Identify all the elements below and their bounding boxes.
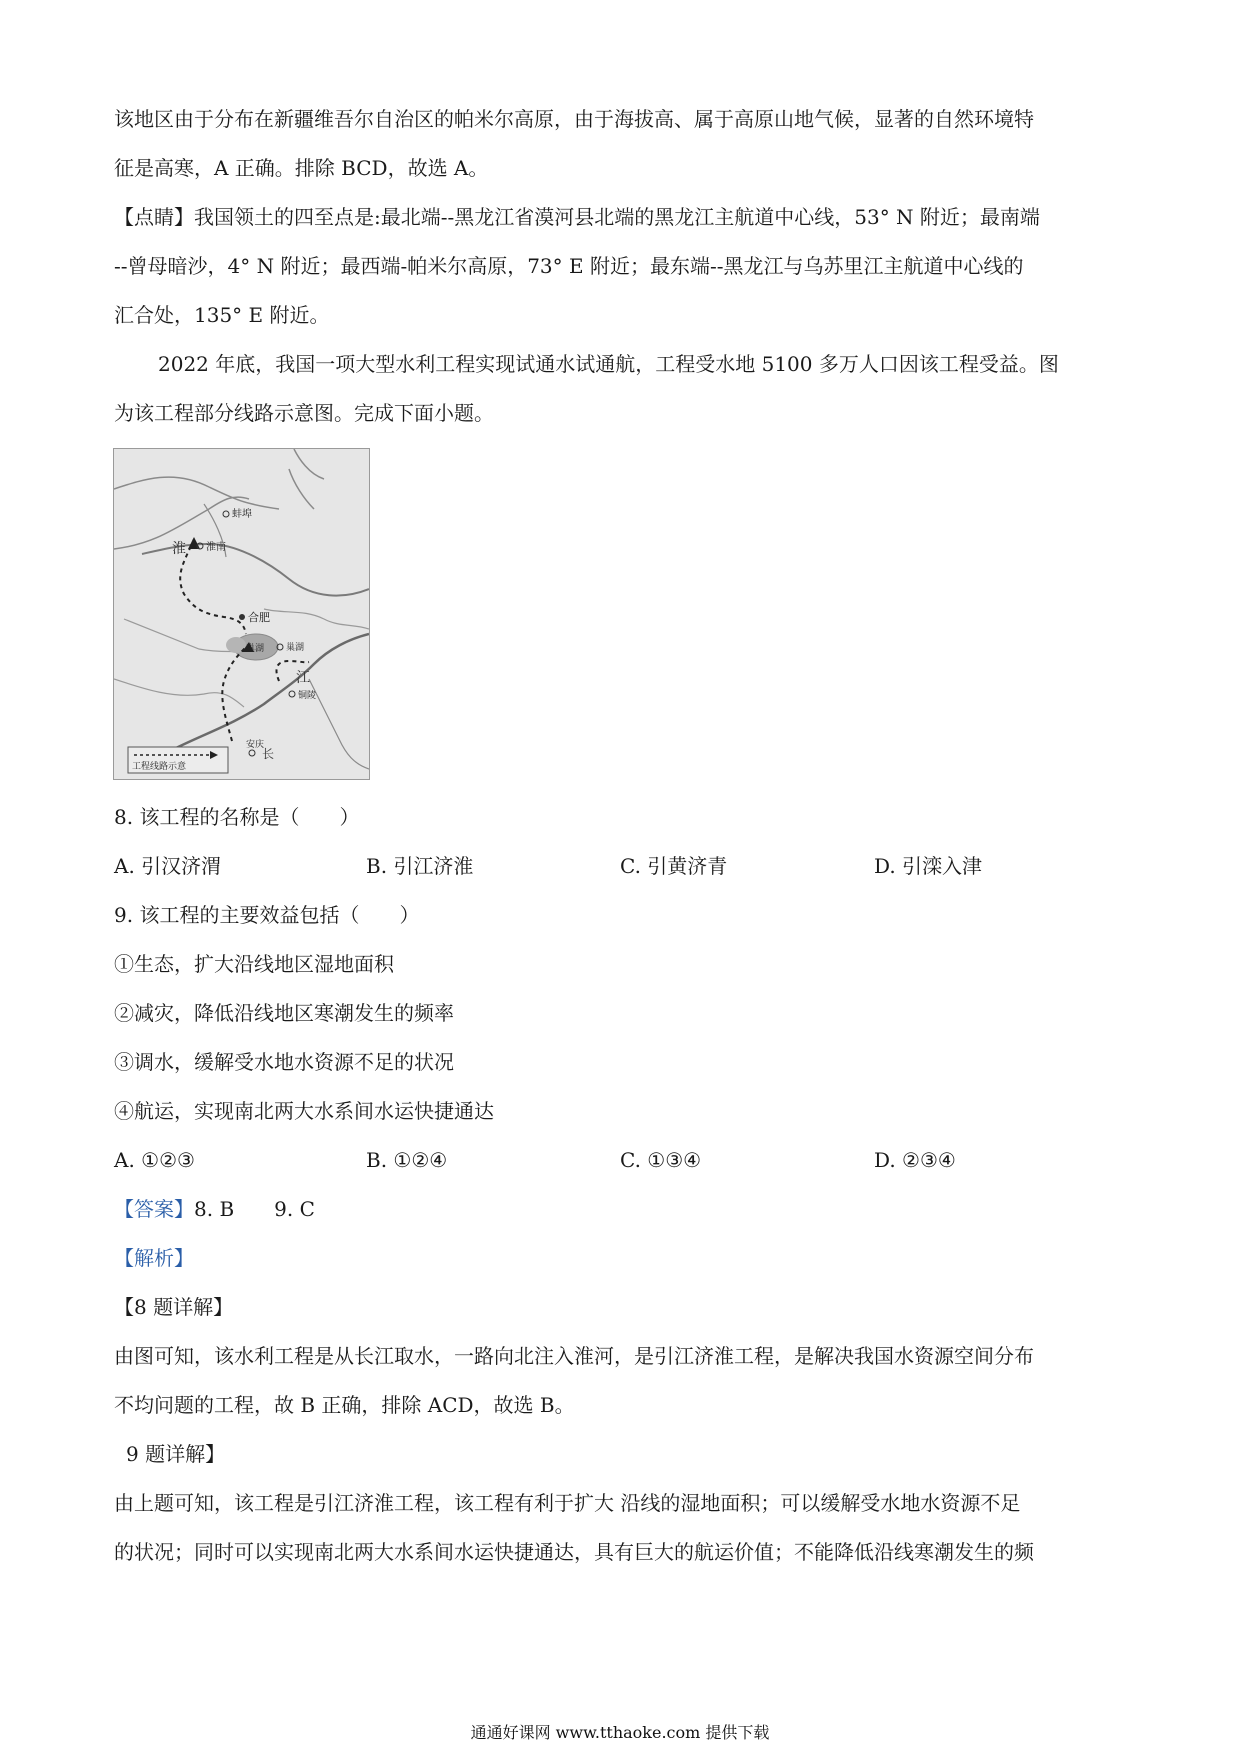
q8-detail-line-2: 不均问题的工程，故 B 正确，排除 ACD，故选 B。 xyxy=(114,1393,575,1417)
label-bengbu: 蚌埠 xyxy=(232,509,252,520)
q8-option-a: A. 引汉济渭 xyxy=(114,854,222,878)
answer-text: 8. B 9. C xyxy=(194,1197,315,1221)
label-chaohu-city: 巢湖 xyxy=(286,643,305,653)
tip-line-1 xyxy=(114,203,1040,231)
route-map xyxy=(113,448,370,780)
q8-option-b: B. 引江济淮 xyxy=(366,854,474,878)
label-chang: 长 xyxy=(262,747,275,761)
q9-option-a: A. ①②③ xyxy=(114,1148,195,1172)
answer-line xyxy=(114,1195,315,1223)
prev-explanation-line-1: 该地区由于分布在新疆维吾尔自治区的帕米尔高原，由于海拔高、属于高原山地气候，显著的自然环境特 xyxy=(114,107,1034,131)
intro-line-2: 为该工程部分线路示意图。完成下面小题。 xyxy=(114,401,494,425)
label-hefei: 合肥 xyxy=(248,611,270,624)
answer-label: 【答案】 xyxy=(114,1197,194,1221)
q9-item-3: ③调水，缓解受水地水资源不足的状况 xyxy=(114,1050,454,1074)
label-huai-river: 淮 xyxy=(172,541,186,557)
label-anqing: 安庆 xyxy=(246,740,265,750)
q9-item-2: ②减灾，降低沿线地区寒潮发生的频率 xyxy=(114,1001,454,1025)
q8-option-d: D. 引滦入津 xyxy=(874,854,983,878)
tip-line-2: --曾母暗沙，4° N 附近；最西端-帕米尔高原，73° E 附近；最东端--黑龙江与乌苏里江主航道中心线的 xyxy=(114,254,1024,278)
q9-option-c: C. ①③④ xyxy=(620,1148,702,1172)
route-map-svg xyxy=(114,449,369,779)
q9-detail-line-2: 的状况；同时可以实现南北两大水系间水运快捷通达，具有巨大的航运价值；不能降低沿线寒潮发生的频 xyxy=(114,1540,1034,1564)
q9-item-4: ④航运，实现南北两大水系间水运快捷通达 xyxy=(114,1099,494,1123)
label-lake: 巢湖 xyxy=(246,644,265,654)
tip-text-1: 我国领土的四至点是:最北端--黑龙江省漠河县北端的黑龙江主航道中心线，53° N 附近；最南端 xyxy=(194,205,1040,229)
analysis-label: 【解析】 xyxy=(114,1246,194,1270)
q8-detail-heading: 【8 题详解】 xyxy=(114,1295,234,1319)
q9-item-1: ①生态，扩大沿线地区湿地面积 xyxy=(114,952,394,976)
q9-option-d: D. ②③④ xyxy=(874,1148,956,1172)
intro-line-1: 2022 年底，我国一项大型水利工程实现试通水试通航，工程受水地 5100 多万人口因该工程受益。图 xyxy=(158,352,1059,376)
q8-detail-line-1: 由图可知，该水利工程是从长江取水，一路向北注入淮河，是引江济淮工程，是解决我国水资源空间分布 xyxy=(114,1344,1034,1368)
label-huainan: 淮南 xyxy=(206,542,226,553)
tip-label: 【点睛】 xyxy=(114,205,194,229)
q8-stem: 8. 该工程的名称是（ ） xyxy=(114,805,360,829)
legend-text: 工程线路示意 xyxy=(132,762,187,772)
label-tongling: 铜陵 xyxy=(298,691,317,701)
q9-stem: 9. 该工程的主要效益包括（ ） xyxy=(114,903,420,927)
q9-option-b: B. ①②④ xyxy=(366,1148,448,1172)
tip-line-3: 汇合处，135° E 附近。 xyxy=(114,303,330,327)
q9-detail-heading: 9 题详解】 xyxy=(126,1442,226,1466)
label-jiang: 江 xyxy=(296,670,310,686)
prev-explanation-line-2: 征是高寒，A 正确。排除 BCD，故选 A。 xyxy=(114,156,489,180)
q9-detail-line-1: 由上题可知，该工程是引江济淮工程，该工程有利于扩大 沿线的湿地面积；可以缓解受水地水资源不足 xyxy=(114,1491,1021,1515)
q8-option-c: C. 引黄济青 xyxy=(620,854,728,878)
page-footer: 通通好课网 www.tthaoke.com 提供下载 xyxy=(470,1723,770,1742)
